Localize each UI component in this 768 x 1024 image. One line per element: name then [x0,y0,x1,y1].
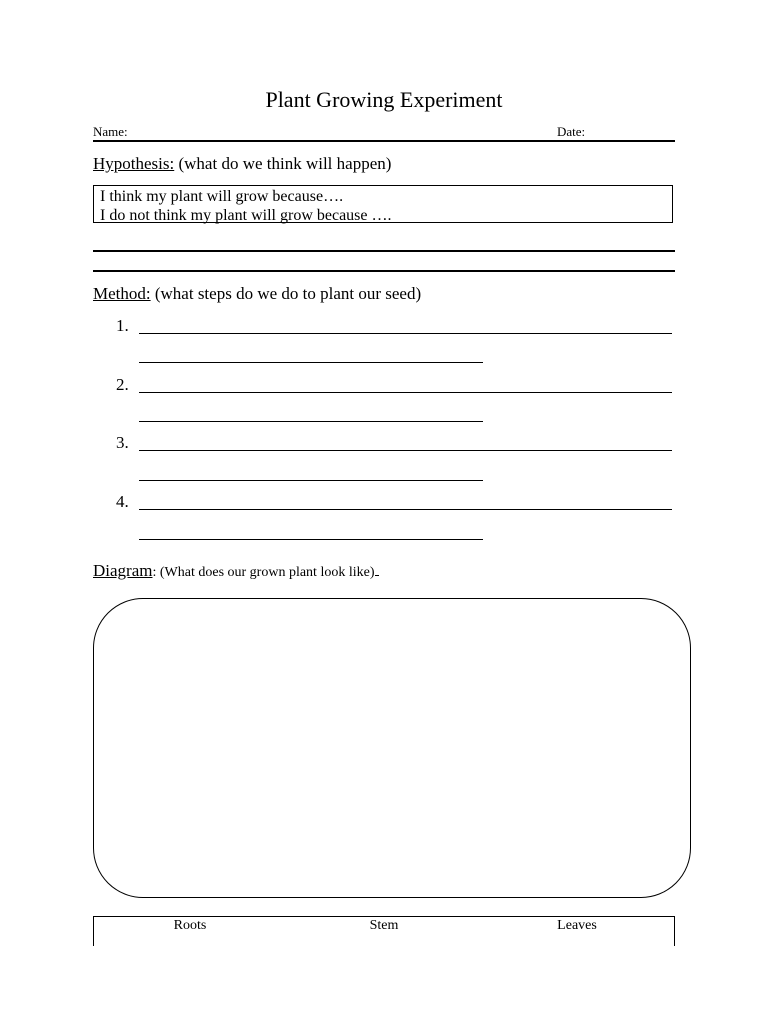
method-prompt: (what steps do we do to plant our seed) [150,284,422,303]
part-label-roots: Roots [173,918,207,933]
step-number-1: 1. [116,316,129,335]
step-4-line-1 [139,509,672,510]
hypothesis-box [93,185,673,223]
step-1-line-2 [139,362,483,363]
date-label: Date: [557,124,586,139]
hypothesis-heading [93,153,391,175]
step-1-line-1 [139,333,672,334]
name-date-line [93,140,675,142]
part-label-leaves: Leaves [557,918,597,933]
step-3-line-2 [139,480,483,481]
page-title: Plant Growing Experiment [265,87,503,112]
step-number-3: 3. [116,433,129,452]
hypothesis-answer-line-2 [93,270,675,272]
name-label: Name: [93,124,128,139]
diagram-heading [93,560,379,584]
step-2-line-1 [139,392,672,393]
diagram-drawing-box [93,598,691,898]
step-2-line-2 [139,421,483,422]
hypothesis-heading-label: Hypothesis: [93,154,175,173]
hypothesis-line-2: I do not think my plant will grow because …. [100,207,392,224]
step-4-line-2 [139,539,483,540]
step-3-line-1 [139,450,672,451]
step-number-2: 2. [116,375,129,394]
part-label-stem: Stem [369,918,399,933]
method-heading-label: Method: [93,284,151,303]
diagram-prompt: : (What does our grown plant look like) [152,565,375,580]
diagram-heading-label: Diagram [93,561,153,580]
step-number-4: 4. [116,492,129,511]
hypothesis-line-1: I think my plant will grow because…. [100,188,344,205]
method-heading [93,283,421,305]
hypothesis-prompt: (what do we think will happen) [174,154,392,173]
hypothesis-answer-line-1 [93,250,675,252]
